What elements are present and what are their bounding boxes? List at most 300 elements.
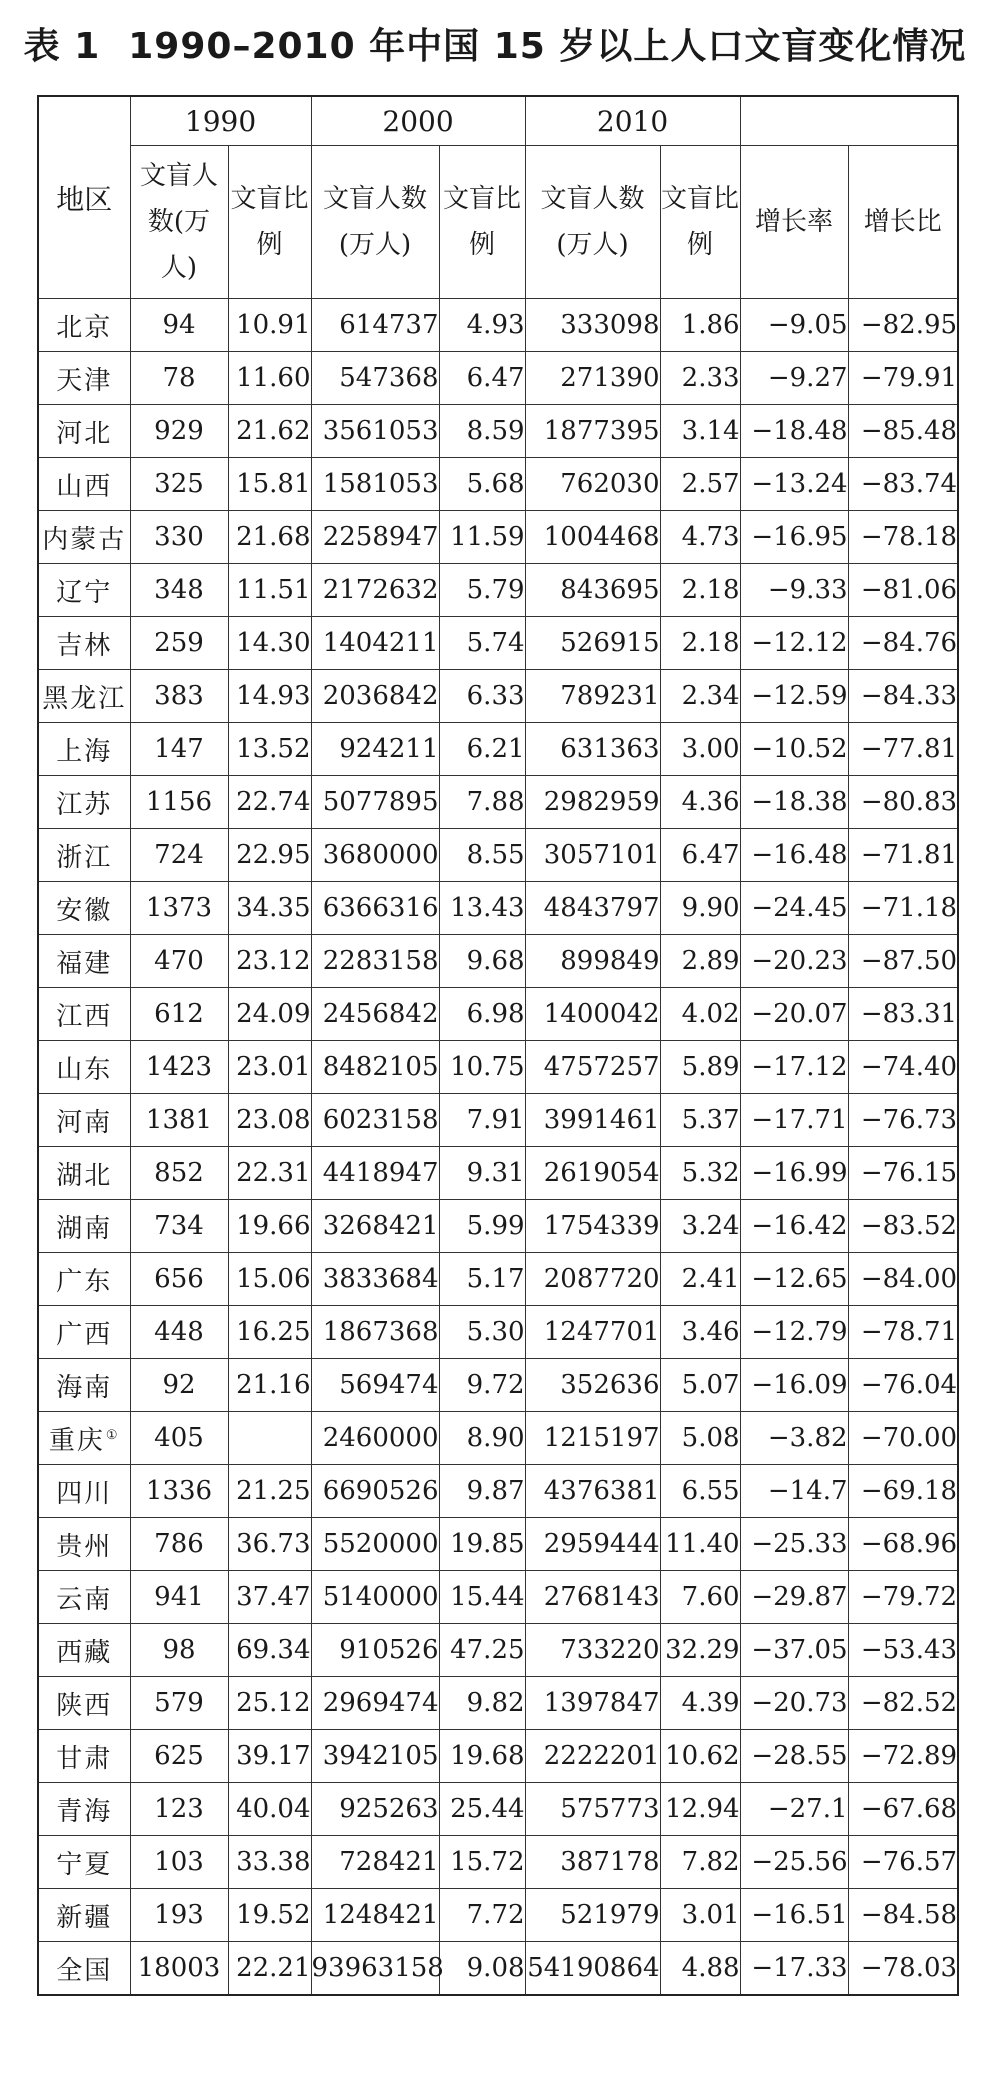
growth-rate-cell: −10.52 <box>740 723 848 776</box>
growth-rate-cell: −16.99 <box>740 1147 848 1200</box>
count-2010-cell: 1400042 <box>525 988 660 1041</box>
count-2000-cell: 6366316 <box>311 882 439 935</box>
region-name: 江西 <box>56 1001 113 1032</box>
region-cell <box>38 776 130 829</box>
ratio-2000-cell: 8.59 <box>439 405 525 458</box>
table-row <box>38 1836 958 1889</box>
count-2010-cell: 843695 <box>525 564 660 617</box>
table-row <box>38 776 958 829</box>
ratio-2010-cell: 5.08 <box>660 1412 740 1465</box>
region-cell <box>38 1094 130 1147</box>
count-2010-cell: 1247701 <box>525 1306 660 1359</box>
count-2010-cell: 1877395 <box>525 405 660 458</box>
count-2000-cell: 4418947 <box>311 1147 439 1200</box>
ratio-2000-cell: 6.33 <box>439 670 525 723</box>
count-2000-cell: 614737 <box>311 299 439 352</box>
ratio-2010-cell: 7.60 <box>660 1571 740 1624</box>
region-cell <box>38 299 130 352</box>
table-row <box>38 564 958 617</box>
count-2010-cell: 271390 <box>525 352 660 405</box>
region-cell <box>38 1041 130 1094</box>
growth-rate-cell: −18.38 <box>740 776 848 829</box>
growth-ratio-cell: −77.81 <box>848 723 958 776</box>
ratio-1990-cell: 21.16 <box>228 1359 311 1412</box>
growth-ratio-cell: −76.73 <box>848 1094 958 1147</box>
count-header-2000: 文盲人数(万人) <box>311 146 439 299</box>
region-cell <box>38 829 130 882</box>
count-header-2010: 文盲人数(万人) <box>525 146 660 299</box>
count-2010-cell: 2087720 <box>525 1253 660 1306</box>
table-row <box>38 670 958 723</box>
count-1990-cell: 193 <box>130 1889 228 1942</box>
region-cell <box>38 352 130 405</box>
count-1990-cell: 470 <box>130 935 228 988</box>
region-cell <box>38 1624 130 1677</box>
growth-rate-cell: −18.48 <box>740 405 848 458</box>
ratio-1990-cell: 39.17 <box>228 1730 311 1783</box>
count-2010-cell: 899849 <box>525 935 660 988</box>
count-2010-cell: 54190864 <box>525 1942 660 1996</box>
region-name: 青海 <box>56 1796 113 1827</box>
growth-ratio-cell: −82.52 <box>848 1677 958 1730</box>
ratio-2000-cell: 8.55 <box>439 829 525 882</box>
growth-ratio-cell: −67.68 <box>848 1783 958 1836</box>
region-name: 西藏 <box>56 1637 113 1668</box>
growth-rate-cell: −29.87 <box>740 1571 848 1624</box>
count-2000-cell: 1248421 <box>311 1889 439 1942</box>
count-2010-cell: 1004468 <box>525 511 660 564</box>
region-cell <box>38 1359 130 1412</box>
count-2010-cell: 3991461 <box>525 1094 660 1147</box>
count-1990-cell: 579 <box>130 1677 228 1730</box>
table-row <box>38 1253 958 1306</box>
count-2010-cell: 1397847 <box>525 1677 660 1730</box>
ratio-1990-cell: 40.04 <box>228 1783 311 1836</box>
count-1990-cell: 325 <box>130 458 228 511</box>
growth-ratio-cell: −83.31 <box>848 988 958 1041</box>
growth-ratio-cell: −78.18 <box>848 511 958 564</box>
count-2010-cell: 387178 <box>525 1836 660 1889</box>
growth-ratio-cell: −53.43 <box>848 1624 958 1677</box>
count-2010-cell: 575773 <box>525 1783 660 1836</box>
region-cell <box>38 1253 130 1306</box>
region-name: 天津 <box>56 365 113 396</box>
growth-rate-cell: −12.65 <box>740 1253 848 1306</box>
count-1990-cell: 78 <box>130 352 228 405</box>
count-2010-cell: 4843797 <box>525 882 660 935</box>
growth-rate-cell: −13.24 <box>740 458 848 511</box>
region-cell <box>38 458 130 511</box>
ratio-2010-cell: 6.47 <box>660 829 740 882</box>
ratio-2010-cell: 3.46 <box>660 1306 740 1359</box>
ratio-1990-cell: 23.08 <box>228 1094 311 1147</box>
ratio-1990-cell: 69.34 <box>228 1624 311 1677</box>
ratio-1990-cell: 33.38 <box>228 1836 311 1889</box>
count-1990-cell: 929 <box>130 405 228 458</box>
region-name: 福建 <box>56 948 113 979</box>
ratio-2010-cell: 9.90 <box>660 882 740 935</box>
footnote-marker: ① <box>105 1427 120 1443</box>
count-1990-cell: 724 <box>130 829 228 882</box>
count-header-1990: 文盲人数(万人) <box>130 146 228 299</box>
count-1990-cell: 625 <box>130 1730 228 1783</box>
table-row <box>38 458 958 511</box>
count-2000-cell: 1867368 <box>311 1306 439 1359</box>
ratio-2000-cell: 19.68 <box>439 1730 525 1783</box>
table-row <box>38 405 958 458</box>
count-2000-cell: 1404211 <box>311 617 439 670</box>
count-2000-cell: 2258947 <box>311 511 439 564</box>
table-number: 表 1 <box>23 26 101 67</box>
growth-rate-cell: −20.23 <box>740 935 848 988</box>
growth-rate-cell: −12.12 <box>740 617 848 670</box>
ratio-2010-cell: 5.37 <box>660 1094 740 1147</box>
growth-rate-cell: −12.79 <box>740 1306 848 1359</box>
region-name: 宁夏 <box>56 1849 113 1880</box>
ratio-header-2010: 文盲比例 <box>660 146 740 299</box>
region-name: 甘肃 <box>56 1743 113 1774</box>
count-1990-cell: 348 <box>130 564 228 617</box>
count-2000-cell: 924211 <box>311 723 439 776</box>
ratio-2010-cell: 32.29 <box>660 1624 740 1677</box>
ratio-2000-cell: 5.99 <box>439 1200 525 1253</box>
growth-ratio-cell: −78.03 <box>848 1942 958 1996</box>
count-1990-cell: 147 <box>130 723 228 776</box>
region-name: 海南 <box>56 1372 113 1403</box>
year-header-blank <box>740 96 958 146</box>
ratio-1990-cell: 22.21 <box>228 1942 311 1996</box>
ratio-2010-cell: 4.73 <box>660 511 740 564</box>
ratio-2000-cell: 5.79 <box>439 564 525 617</box>
region-cell <box>38 882 130 935</box>
count-2000-cell: 5140000 <box>311 1571 439 1624</box>
count-2000-cell: 3561053 <box>311 405 439 458</box>
table-row <box>38 829 958 882</box>
table-row <box>38 935 958 988</box>
count-2010-cell: 352636 <box>525 1359 660 1412</box>
ratio-2000-cell: 4.93 <box>439 299 525 352</box>
table-row <box>38 1306 958 1359</box>
count-2000-cell: 3942105 <box>311 1730 439 1783</box>
region-cell <box>38 723 130 776</box>
region-cell <box>38 511 130 564</box>
region-cell <box>38 1783 130 1836</box>
ratio-2010-cell: 10.62 <box>660 1730 740 1783</box>
growth-ratio-cell: −83.52 <box>848 1200 958 1253</box>
ratio-1990-cell: 15.06 <box>228 1253 311 1306</box>
ratio-2010-cell: 2.18 <box>660 564 740 617</box>
count-2000-cell: 569474 <box>311 1359 439 1412</box>
count-2010-cell: 733220 <box>525 1624 660 1677</box>
ratio-2000-cell: 6.47 <box>439 352 525 405</box>
count-2010-cell: 521979 <box>525 1889 660 1942</box>
count-2000-cell: 2172632 <box>311 564 439 617</box>
count-2010-cell: 2982959 <box>525 776 660 829</box>
growth-rate-cell: −37.05 <box>740 1624 848 1677</box>
ratio-2000-cell: 6.21 <box>439 723 525 776</box>
growth-rate-cell: −17.12 <box>740 1041 848 1094</box>
count-2000-cell: 6690526 <box>311 1465 439 1518</box>
growth-ratio-cell: −79.72 <box>848 1571 958 1624</box>
ratio-2010-cell: 4.88 <box>660 1942 740 1996</box>
region-cell <box>38 405 130 458</box>
table-row <box>38 723 958 776</box>
ratio-1990-cell <box>228 1412 311 1465</box>
count-2010-cell: 789231 <box>525 670 660 723</box>
count-2010-cell: 631363 <box>525 723 660 776</box>
count-1990-cell: 852 <box>130 1147 228 1200</box>
growth-rate-cell: −25.33 <box>740 1518 848 1571</box>
count-1990-cell: 383 <box>130 670 228 723</box>
growth-ratio-cell: −71.81 <box>848 829 958 882</box>
table-row <box>38 617 958 670</box>
ratio-2010-cell: 6.55 <box>660 1465 740 1518</box>
growth-rate-cell: −14.7 <box>740 1465 848 1518</box>
region-cell <box>38 1200 130 1253</box>
growth-ratio-cell: −82.95 <box>848 299 958 352</box>
count-2000-cell: 2969474 <box>311 1677 439 1730</box>
ratio-1990-cell: 19.52 <box>228 1889 311 1942</box>
ratio-1990-cell: 13.52 <box>228 723 311 776</box>
growth-rate-cell: −24.45 <box>740 882 848 935</box>
year-header-1990: 1990 <box>130 96 311 146</box>
count-2010-cell: 2768143 <box>525 1571 660 1624</box>
region-name: 辽宁 <box>56 577 113 608</box>
growth-rate-cell: −16.95 <box>740 511 848 564</box>
ratio-2010-cell: 5.32 <box>660 1147 740 1200</box>
region-cell <box>38 1412 130 1465</box>
table-row <box>38 1094 958 1147</box>
count-1990-cell: 734 <box>130 1200 228 1253</box>
ratio-1990-cell: 22.31 <box>228 1147 311 1200</box>
count-1990-cell: 94 <box>130 299 228 352</box>
region-name: 陕西 <box>56 1690 113 1721</box>
ratio-1990-cell: 14.30 <box>228 617 311 670</box>
ratio-1990-cell: 22.74 <box>228 776 311 829</box>
count-1990-cell: 259 <box>130 617 228 670</box>
growth-rate-cell: −16.09 <box>740 1359 848 1412</box>
year-header-2010: 2010 <box>525 96 740 146</box>
growth-ratio-cell: −84.58 <box>848 1889 958 1942</box>
ratio-2000-cell: 7.91 <box>439 1094 525 1147</box>
table-row <box>38 1465 958 1518</box>
table-row <box>38 1518 958 1571</box>
count-2010-cell: 2222201 <box>525 1730 660 1783</box>
region-cell <box>38 1836 130 1889</box>
ratio-2010-cell: 4.39 <box>660 1677 740 1730</box>
growth-rate-cell: −16.51 <box>740 1889 848 1942</box>
region-cell <box>38 1306 130 1359</box>
count-2010-cell: 2619054 <box>525 1147 660 1200</box>
table-row <box>38 1889 958 1942</box>
region-name: 浙江 <box>56 842 113 873</box>
region-cell <box>38 935 130 988</box>
region-name: 安徽 <box>56 895 113 926</box>
region-name: 黑龙江 <box>42 683 127 714</box>
ratio-2000-cell: 9.31 <box>439 1147 525 1200</box>
count-2000-cell: 2036842 <box>311 670 439 723</box>
count-2010-cell: 762030 <box>525 458 660 511</box>
ratio-1990-cell: 23.12 <box>228 935 311 988</box>
region-cell <box>38 617 130 670</box>
table-row <box>38 1942 958 1996</box>
table-row <box>38 1677 958 1730</box>
table-title-text: 1990–2010 年中国 15 岁以上人口文盲变化情况 <box>128 26 967 67</box>
ratio-1990-cell: 22.95 <box>228 829 311 882</box>
count-2000-cell: 5520000 <box>311 1518 439 1571</box>
ratio-1990-cell: 21.62 <box>228 405 311 458</box>
region-name: 河北 <box>56 418 113 449</box>
growth-ratio-cell: −78.71 <box>848 1306 958 1359</box>
count-2010-cell: 333098 <box>525 299 660 352</box>
growth-ratio-cell: −69.18 <box>848 1465 958 1518</box>
region-header: 地区 <box>38 96 130 299</box>
growth-ratio-cell: −71.18 <box>848 882 958 935</box>
growth-rate-cell: −16.48 <box>740 829 848 882</box>
region-name: 四川 <box>56 1478 113 1509</box>
region-cell <box>38 1730 130 1783</box>
ratio-2010-cell: 4.36 <box>660 776 740 829</box>
table-row <box>38 511 958 564</box>
ratio-2000-cell: 25.44 <box>439 1783 525 1836</box>
region-name: 上海 <box>56 736 113 767</box>
ratio-1990-cell: 14.93 <box>228 670 311 723</box>
count-2000-cell: 5077895 <box>311 776 439 829</box>
ratio-2000-cell: 11.59 <box>439 511 525 564</box>
region-name: 内蒙古 <box>42 524 127 555</box>
count-1990-cell: 123 <box>130 1783 228 1836</box>
region-name: 全国 <box>56 1955 113 1986</box>
ratio-2010-cell: 2.33 <box>660 352 740 405</box>
count-2000-cell: 728421 <box>311 1836 439 1889</box>
ratio-1990-cell: 16.25 <box>228 1306 311 1359</box>
ratio-1990-cell: 34.35 <box>228 882 311 935</box>
region-name: 江苏 <box>56 789 113 820</box>
region-name: 吉林 <box>56 630 113 661</box>
count-2000-cell: 3833684 <box>311 1253 439 1306</box>
growth-ratio-cell: −83.74 <box>848 458 958 511</box>
growth-ratio-cell: −70.00 <box>848 1412 958 1465</box>
count-2000-cell: 2283158 <box>311 935 439 988</box>
count-2000-cell: 547368 <box>311 352 439 405</box>
count-1990-cell: 1423 <box>130 1041 228 1094</box>
growth-rate-cell: −17.71 <box>740 1094 848 1147</box>
count-1990-cell: 448 <box>130 1306 228 1359</box>
growth-ratio-cell: −84.76 <box>848 617 958 670</box>
count-2010-cell: 4757257 <box>525 1041 660 1094</box>
region-cell <box>38 1677 130 1730</box>
ratio-1990-cell: 21.25 <box>228 1465 311 1518</box>
count-1990-cell: 405 <box>130 1412 228 1465</box>
count-2000-cell: 1581053 <box>311 458 439 511</box>
growth-ratio-cell: −81.06 <box>848 564 958 617</box>
count-2010-cell: 1754339 <box>525 1200 660 1253</box>
ratio-2000-cell: 9.08 <box>439 1942 525 1996</box>
literacy-table <box>37 95 959 1996</box>
ratio-2010-cell: 11.40 <box>660 1518 740 1571</box>
region-name: 湖北 <box>56 1160 113 1191</box>
ratio-2000-cell: 9.87 <box>439 1465 525 1518</box>
table-row <box>38 1624 958 1677</box>
ratio-2000-cell: 9.68 <box>439 935 525 988</box>
table-body <box>38 299 958 1996</box>
ratio-2010-cell: 7.82 <box>660 1836 740 1889</box>
table-row <box>38 1571 958 1624</box>
growth-ratio-cell: −87.50 <box>848 935 958 988</box>
region-cell <box>38 1571 130 1624</box>
ratio-2000-cell: 7.88 <box>439 776 525 829</box>
ratio-2010-cell: 3.14 <box>660 405 740 458</box>
ratio-2010-cell: 3.01 <box>660 1889 740 1942</box>
count-2000-cell: 3268421 <box>311 1200 439 1253</box>
count-1990-cell: 656 <box>130 1253 228 1306</box>
region-cell <box>38 1942 130 1996</box>
ratio-1990-cell: 11.60 <box>228 352 311 405</box>
count-1990-cell: 1336 <box>130 1465 228 1518</box>
ratio-2000-cell: 15.72 <box>439 1836 525 1889</box>
growth-rate-cell: −9.27 <box>740 352 848 405</box>
ratio-header-1990: 文盲比例 <box>228 146 311 299</box>
growth-rate-cell: −9.33 <box>740 564 848 617</box>
ratio-2000-cell: 10.75 <box>439 1041 525 1094</box>
table-row <box>38 1200 958 1253</box>
growth-rate-cell: −3.82 <box>740 1412 848 1465</box>
ratio-2000-cell: 5.68 <box>439 458 525 511</box>
count-1990-cell: 1156 <box>130 776 228 829</box>
count-2010-cell: 2959444 <box>525 1518 660 1571</box>
count-2000-cell: 2460000 <box>311 1412 439 1465</box>
count-1990-cell: 786 <box>130 1518 228 1571</box>
growth-ratio-cell: −76.15 <box>848 1147 958 1200</box>
region-name: 湖南 <box>56 1213 113 1244</box>
ratio-2010-cell: 2.41 <box>660 1253 740 1306</box>
growth-ratio-cell: −76.57 <box>848 1836 958 1889</box>
growth-ratio-cell: −85.48 <box>848 405 958 458</box>
region-cell <box>38 988 130 1041</box>
growth-rate-cell: −16.42 <box>740 1200 848 1253</box>
count-2000-cell: 8482105 <box>311 1041 439 1094</box>
ratio-2000-cell: 9.82 <box>439 1677 525 1730</box>
ratio-2000-cell: 5.30 <box>439 1306 525 1359</box>
ratio-2000-cell: 19.85 <box>439 1518 525 1571</box>
ratio-2010-cell: 1.86 <box>660 299 740 352</box>
count-2000-cell: 925263 <box>311 1783 439 1836</box>
count-1990-cell: 18003 <box>130 1942 228 1996</box>
table-row <box>38 1147 958 1200</box>
region-cell <box>38 1518 130 1571</box>
growth-ratio-cell: −68.96 <box>848 1518 958 1571</box>
table-header <box>38 96 958 299</box>
ratio-1990-cell: 10.91 <box>228 299 311 352</box>
table-row <box>38 1041 958 1094</box>
region-cell <box>38 1465 130 1518</box>
ratio-2010-cell: 5.07 <box>660 1359 740 1412</box>
ratio-2000-cell: 8.90 <box>439 1412 525 1465</box>
growth-ratio-cell: −84.33 <box>848 670 958 723</box>
ratio-2000-cell: 47.25 <box>439 1624 525 1677</box>
count-2010-cell: 4376381 <box>525 1465 660 1518</box>
region-cell <box>38 564 130 617</box>
table-row <box>38 1412 958 1465</box>
table-row <box>38 352 958 405</box>
count-1990-cell: 1381 <box>130 1094 228 1147</box>
growth-rate-cell: −25.56 <box>740 1836 848 1889</box>
growth-ratio-cell: −74.40 <box>848 1041 958 1094</box>
region-name: 山西 <box>56 471 113 502</box>
table-row <box>38 299 958 352</box>
growth-rate-cell: −28.55 <box>740 1730 848 1783</box>
growth-ratio-header: 增长比 <box>848 146 958 299</box>
